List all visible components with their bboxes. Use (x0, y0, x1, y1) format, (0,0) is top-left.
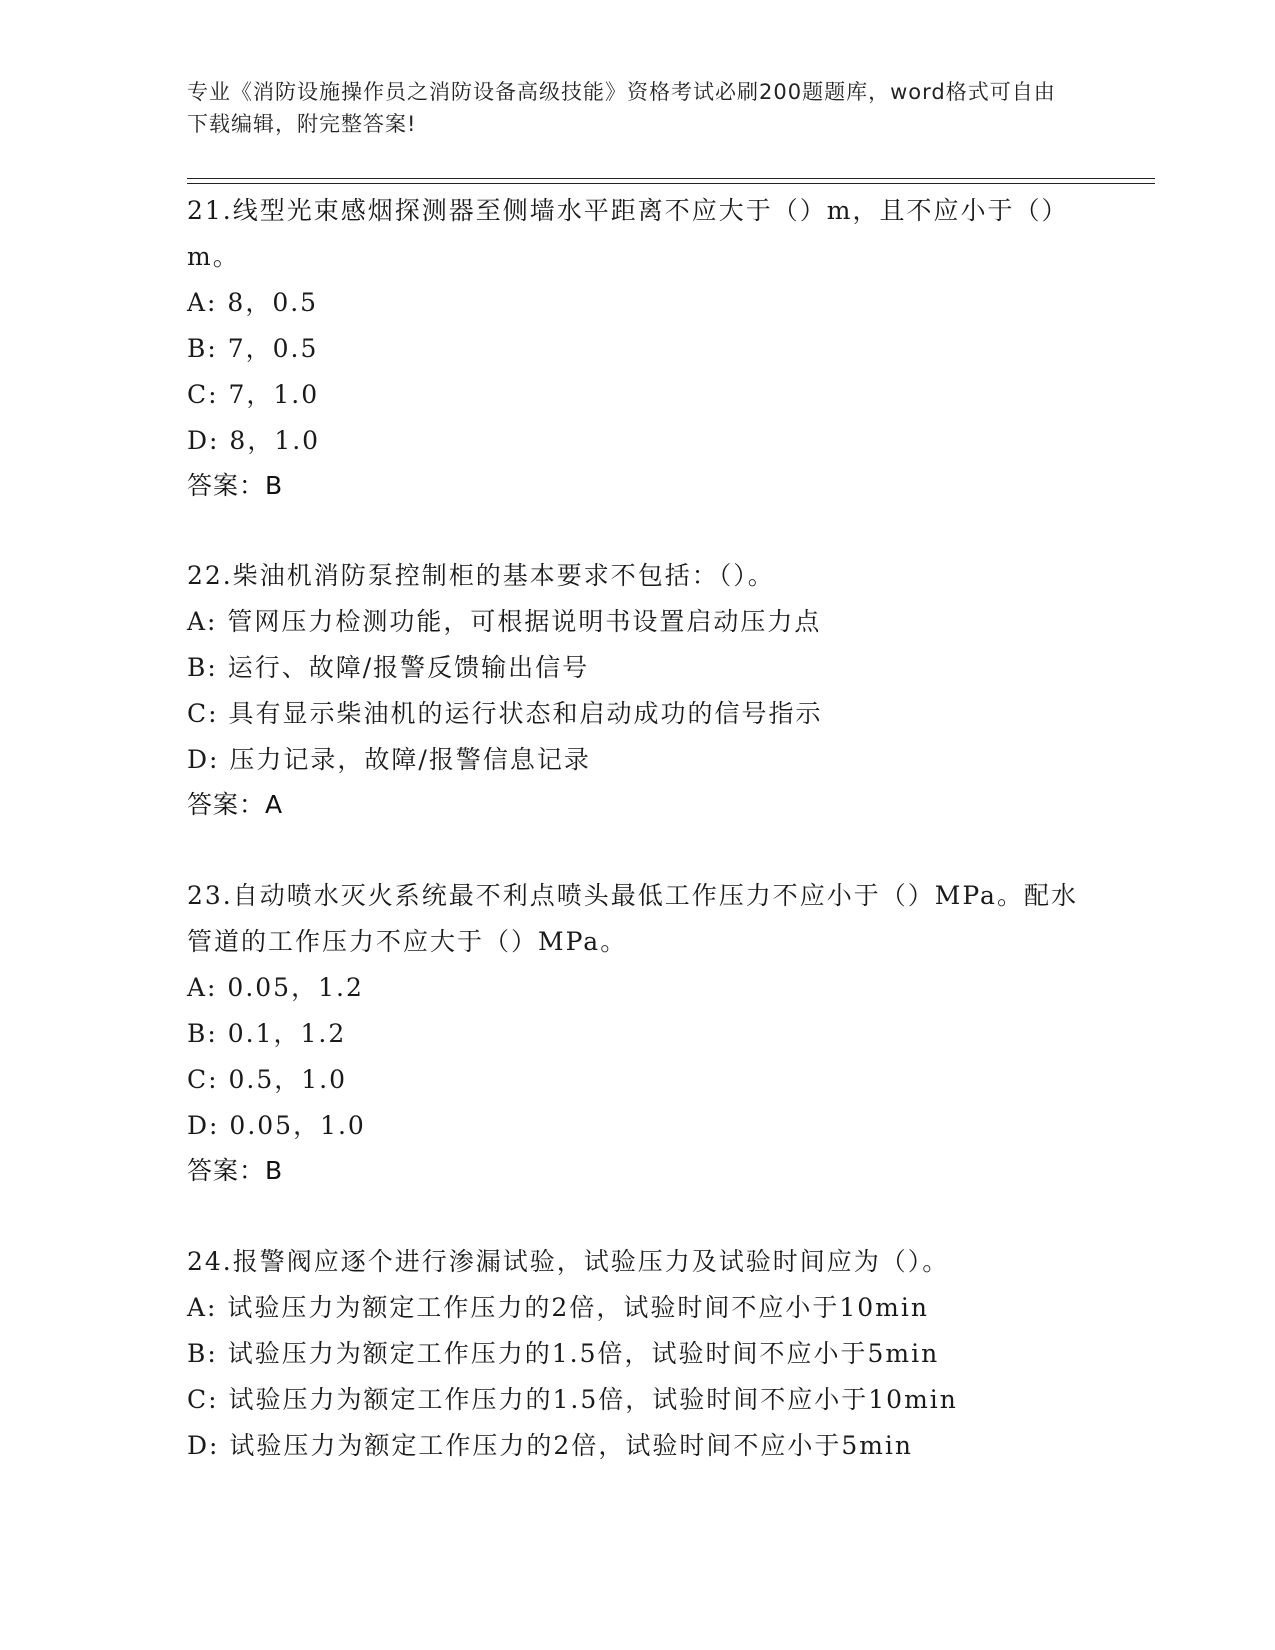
question-stem: 23.自动喷水灭火系统最不利点喷头最低工作压力不应小于（）MPa。配水管道的工作压力不应大于（）MPa。 (187, 881, 1078, 956)
question-stem: 24.报警阀应逐个进行渗漏试验，试验压力及试验时间应为（）。 (187, 1247, 950, 1276)
option-c: C: 7，1.0 (187, 380, 320, 409)
option-b: B: 7，0.5 (187, 334, 319, 363)
option-d: D: 8，1.0 (187, 426, 321, 455)
option-b: B: 试验压力为额定工作压力的1.5倍，试验时间不应小于5min (187, 1339, 940, 1368)
question-23 (187, 873, 1087, 1193)
option-b: B: 0.1，1.2 (187, 1019, 347, 1048)
option-a: A: 管网压力检测功能，可根据说明书设置启动压力点 (187, 607, 822, 636)
option-c: C: 试验压力为额定工作压力的1.5倍，试验时间不应小于10min (187, 1385, 958, 1414)
question-stem: 21.线型光束感烟探测器至侧墙水平距离不应大于（）m，且不应小于（）m。 (187, 196, 1069, 271)
header-divider-bottom (187, 183, 1155, 184)
question-stem: 22.柴油机消防泵控制柜的基本要求不包括：（）。 (187, 561, 775, 590)
option-d: D: 0.05，1.0 (187, 1111, 366, 1140)
option-a: A: 试验压力为额定工作压力的2倍，试验时间不应小于10min (187, 1293, 929, 1322)
document-header: 专业《消防设施操作员之消防设备高级技能》资格考试必刷200题题库，word格式可自由下载编辑，附完整答案! (187, 80, 1056, 136)
header-divider-top (187, 178, 1155, 179)
answer-line: 答案：B (187, 1156, 284, 1185)
option-a: A: 8，0.5 (187, 288, 319, 317)
question-21 (187, 188, 1087, 508)
option-c: C: 0.5，1.0 (187, 1065, 348, 1094)
option-d: D: 压力记录，故障/报警信息记录 (187, 745, 591, 774)
question-24 (187, 1239, 1087, 1469)
answer-line: 答案：B (187, 471, 284, 500)
question-22 (187, 553, 1087, 827)
option-c: C: 具有显示柴油机的运行状态和启动成功的信号指示 (187, 699, 823, 728)
answer-line: 答案：A (187, 790, 284, 819)
option-d: D: 试验压力为额定工作压力的2倍，试验时间不应小于5min (187, 1431, 914, 1460)
option-b: B: 运行、故障/报警反馈输出信号 (187, 653, 590, 682)
option-a: A: 0.05，1.2 (187, 973, 364, 1002)
